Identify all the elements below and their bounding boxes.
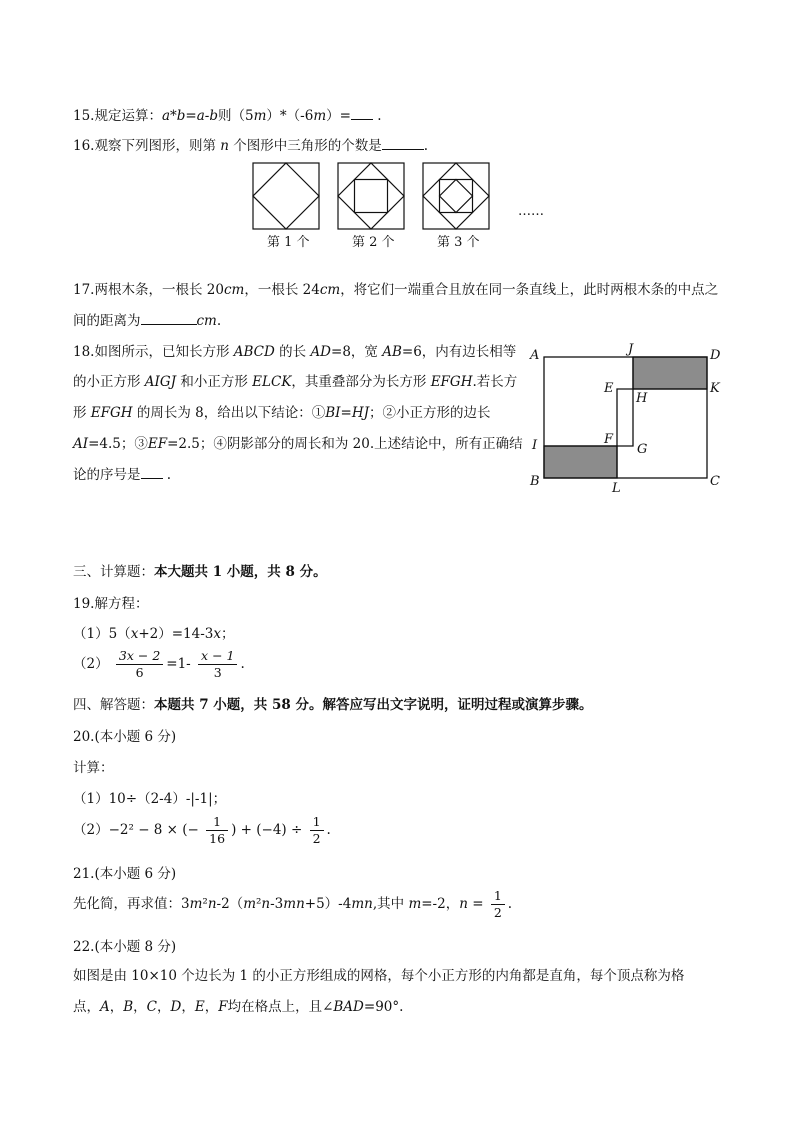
label-E: E: [604, 381, 614, 396]
shaded-region-top: [633, 357, 707, 389]
question-20-part-1: （1）10÷（2-4）-|-1|；: [73, 791, 227, 807]
question-17-line-2: 间的距离为 cm.: [73, 313, 222, 329]
label-D: D: [710, 348, 721, 363]
fraction: $\frac{1}{2}$: [491, 888, 505, 921]
figure-3-inner-square: [440, 180, 473, 213]
answer-blank[interactable]: [382, 137, 424, 150]
question-20-title: 20.(本小题 6 分): [73, 729, 177, 745]
label-A: A: [530, 348, 540, 363]
figure-3-outer-square: [423, 163, 489, 229]
fraction: $\frac{x - 1}{3}$: [198, 648, 237, 681]
question-15: 15.规定运算：a*b=a-b则（5m）*（-6m）= .: [73, 108, 382, 124]
question-22-line-2: 点，A，B，C，D，E，F均在格点上，且∠BAD=90°.: [73, 999, 404, 1015]
caption-3: 第 3 个: [437, 235, 480, 250]
question-18-line-5: 论的序号是 .: [73, 467, 172, 483]
label-B: B: [530, 474, 540, 489]
label-C: C: [710, 474, 720, 489]
question-19-title: 19.解方程：: [73, 596, 149, 612]
answer-blank[interactable]: [141, 312, 197, 325]
question-19-part-2: （2） $\frac{3x - 2}{6}$ =1- $\frac{x - 1}{3}$ .: [73, 648, 245, 680]
question-18-line-3: 形 EFGH 的周长为 8，给出以下结论：①BI=HJ；②小正方形的边长: [73, 405, 491, 421]
question-18-line-4: AI=4.5；③EF=2.5；④阴影部分的周长和为 20.上述结论中，所有正确结: [73, 436, 523, 452]
caption-2: 第 2 个: [352, 235, 395, 250]
question-22-title: 22.(本小题 8 分): [73, 939, 177, 955]
question-18-line-1: 18.如图所示，已知长方形 ABCD 的长 AD=8，宽 AB=6，内有边长相等: [73, 344, 517, 360]
fraction: $\frac{3x - 2}{6}$: [116, 648, 163, 681]
ellipsis: ……: [518, 204, 544, 219]
question-20-part-2: （2）−2² − 8 × (− $\frac{1}{16}$ ) + (−4) ÷ $\frac{1}{2}$ .: [73, 814, 331, 846]
question-22-line-1: 如图是由 10×10 个边长为 1 的小正方形组成的网格，每个小正方形的内角都是直角，每个顶点称为格: [73, 968, 685, 984]
question-16: 16.观察下列图形，则第 n 个图形中三角形的个数是 .: [73, 138, 429, 154]
caption-1: 第 1 个: [267, 235, 310, 250]
answer-blank[interactable]: [351, 107, 373, 120]
shaded-region-bottom: [544, 446, 617, 478]
question-21-body: 先化简，再求值：3m²n-2（m²n-3mn+5）-4mn,其中 m=-2，n = $\frac{1}{2}$ .: [73, 888, 513, 920]
square-aigj-edges: [544, 357, 633, 446]
question-21-title: 21.(本小题 6 分): [73, 866, 177, 882]
label-I: I: [532, 438, 538, 453]
answer-blank[interactable]: [141, 466, 163, 479]
fraction: $\frac{1}{16}$: [206, 814, 228, 847]
figure-1-outer-square: [253, 163, 319, 229]
figure-1-diamond: [253, 163, 319, 229]
figure-3-inner-diamond: [440, 180, 473, 213]
label-L: L: [612, 481, 621, 494]
figure-3-diamond: [423, 163, 489, 229]
label-F: F: [604, 432, 614, 447]
fraction: $\frac{1}{2}$: [310, 814, 324, 847]
section-3-heading: 三、计算题：本大题共 1 小题，共 8 分。: [73, 564, 327, 580]
label-H: H: [636, 391, 648, 406]
square-triangle-figures: [250, 160, 520, 232]
figure-2-diamond: [338, 163, 404, 229]
label-G: G: [637, 442, 648, 457]
question-19-part-1: （1）5（x+2）=14-3x；: [73, 626, 235, 642]
question-20-calc-label: 计算：: [73, 760, 114, 776]
question-17-line-1: 17.两根木条，一根长 20cm，一根长 24cm，将它们一端重合且放在同一条直线上，此时两根木条的中点之: [73, 282, 719, 298]
rectangle-abcd-diagram: [528, 342, 728, 494]
label-J: J: [628, 342, 634, 357]
square-elck-edges: [617, 389, 707, 478]
q15-number: 15.: [73, 108, 95, 124]
question-18-line-2: 的小正方形 AIGJ 和小正方形 ELCK，其重叠部分为长方形 EFGH.若长方: [73, 374, 518, 390]
section-4-heading: 四、解答题：本题共 7 小题，共 58 分。解答应写出文字说明，证明过程或演算步骤。: [73, 697, 593, 713]
label-K: K: [710, 381, 720, 396]
figure-2-inner-square: [355, 180, 388, 213]
figure-2-outer-square: [338, 163, 404, 229]
